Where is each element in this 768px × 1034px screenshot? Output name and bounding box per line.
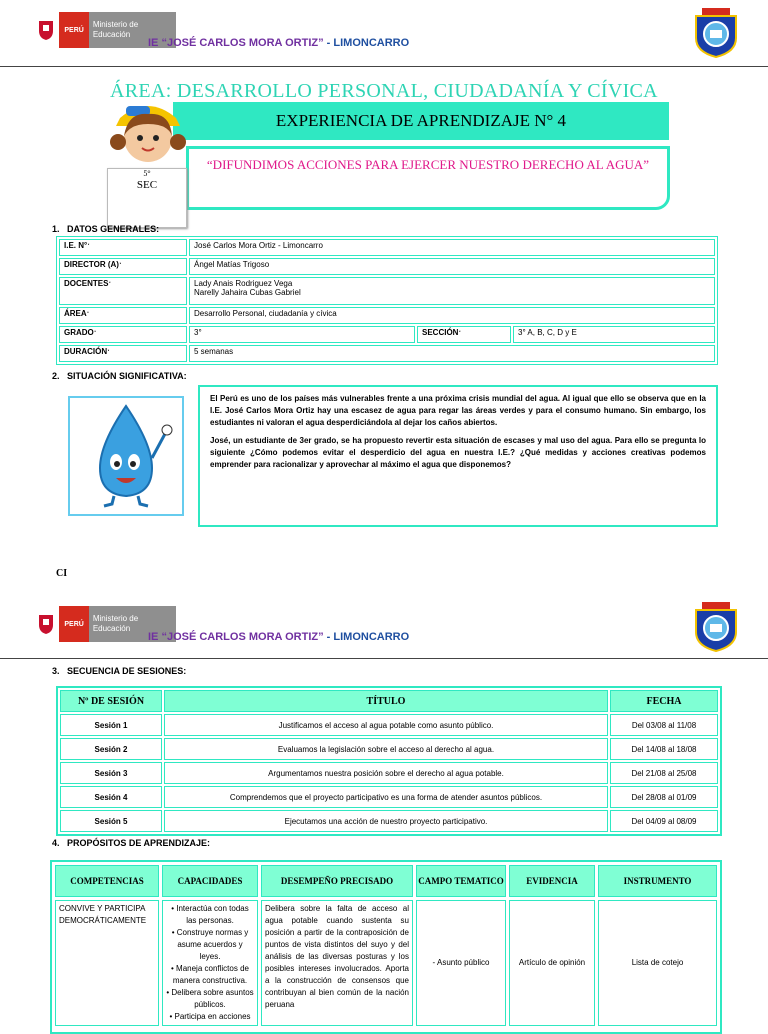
propositos-heading: 4. PROPÓSITOS DE APRENDIZAJE: — [52, 838, 211, 848]
session-date: Del 21/08 al 25/08 — [610, 762, 718, 784]
school-title-2: IE “JOSÉ CARLOS MORA ORTIZ” - LIMONCARRO — [148, 631, 410, 643]
grade-sign — [107, 168, 187, 228]
col-competencias: COMPETENCIAS — [55, 865, 159, 897]
col-desempeno: DESEMPEÑO PRECISADO — [261, 865, 413, 897]
table-row — [55, 900, 717, 1026]
school-crest-icon — [693, 602, 739, 657]
col-capacidades: CAPACIDADES — [162, 865, 258, 897]
session-date: Del 04/09 al 08/09 — [610, 810, 718, 832]
table-row — [59, 239, 715, 256]
desempeno-cell: Delibera sobre la falta de acceso al agua potable cuando sustenta su posición a partir de la contraposición de puntos de vista distintos del suyo y del análisis de las diversas posturas y los posibles intereses involucrados. Aporta a la construcción de consensos que contribuyan al bien común de la nación peruana — [261, 900, 413, 1026]
table-header-row — [55, 865, 717, 897]
ie-label: I.E. N°ˑ — [59, 239, 187, 256]
header-divider-2 — [0, 658, 768, 659]
seccion-value: 3° A, B, C, D y E — [513, 326, 715, 343]
session-name: Sesión 5 — [60, 810, 162, 832]
duracion-label: DURACIÓNˑ — [59, 345, 187, 362]
table-row — [60, 714, 718, 736]
peru-label: PERÚ — [59, 606, 88, 642]
col-evidencia: EVIDENCIA — [509, 865, 595, 897]
area-label: ÁREAˑ — [59, 307, 187, 324]
session-date: Del 28/08 al 01/09 — [610, 786, 718, 808]
table-row — [59, 258, 715, 275]
table-header-row — [60, 690, 718, 712]
session-name: Sesión 3 — [60, 762, 162, 784]
docentes-value — [189, 277, 715, 305]
instrumento-cell: Lista de cotejo — [598, 900, 717, 1026]
session-title: Justificamos el acceso al agua potable como asunto público. — [164, 714, 608, 736]
sessions-table — [58, 688, 720, 834]
col-date: FECHA — [610, 690, 718, 712]
table-row — [60, 786, 718, 808]
datos-generales-table — [56, 236, 718, 365]
session-title: Comprendemos que el proyecto participativo es una forma de atender asuntos públicos. — [164, 786, 608, 808]
session-title: Evaluamos la legislación sobre el acceso al derecho al agua. — [164, 738, 608, 760]
table-row — [60, 810, 718, 832]
situation-title: “DIFUNDIMOS ACCIONES PARA EJERCER NUESTRO DERECHO AL AGUA” — [186, 146, 670, 210]
propositos-table-frame — [50, 860, 722, 1034]
situacion-paragraph-2: José, un estudiante de 3er grado, se ha propuesto revertir esta situación de escases y mal uso del agua. Para ello se pregunta lo siguiente ¿Cómo podemos evitar el desperdicio del agua en nuestra I.E.? ¿Qué medidas y acciones creativas podemos emprender para racionalizar y aprovechar al máximo el agua que disponemos? — [210, 436, 706, 469]
area-title: ÁREA: DESARROLLO PERSONAL, CIUDADANÍA Y CÍVICA — [110, 80, 658, 102]
datos-heading: 1. DATOS GENERALES: — [52, 224, 160, 234]
table-row — [59, 277, 715, 305]
table-row — [59, 345, 715, 362]
situacion-heading: 2. SITUACIÓN SIGNIFICATIVA: — [52, 371, 187, 381]
docente-1: Lady Anais Rodriguez Vega — [194, 279, 293, 288]
situacion-paragraph-1: El Perú es uno de los países más vulnerables frente a una próxima crisis mundial del agua. Al igual que ello se observa que en la I.E. José Carlos Mora Ortiz hay una escasez de agua para regar las áreas verdes y para el consumo humano. Sin embargo, los estudiantes ni valoran el agua desperdiciándola al dejar los caños abiertos. — [210, 394, 706, 427]
header-divider — [0, 66, 768, 67]
session-name: Sesión 4 — [60, 786, 162, 808]
session-date: Del 14/08 al 18/08 — [610, 738, 718, 760]
col-title: TÍTULO — [164, 690, 608, 712]
col-instrumento: INSTRUMENTO — [598, 865, 717, 897]
secuencia-heading: 3. SECUENCIA DE SESIONES: — [52, 666, 187, 676]
capacidades-cell — [162, 900, 258, 1026]
capacidad-item: • Construye normas y asume acuerdos y leyes. — [171, 928, 249, 961]
director-label: DIRECTOR (A)ˑ — [59, 258, 187, 275]
area-value: Desarrollo Personal, ciudadanía y cívica — [189, 307, 715, 324]
sign-grade: 5° — [143, 169, 151, 178]
campo-cell: - Asunto público — [416, 900, 506, 1026]
col-session: Nº DE SESIÓN — [60, 690, 162, 712]
capacidad-item: • Interactúa con todas las personas. — [171, 904, 249, 925]
sign-sec: SEC — [136, 179, 158, 191]
propositos-table — [52, 862, 720, 1029]
ie-value: José Carlos Mora Ortiz - Limoncarro — [189, 239, 715, 256]
capacidad-item: • Participa en acciones — [169, 1012, 251, 1021]
seccion-label: SECCIÓNˑ — [417, 326, 511, 343]
director-value: Ángel Matías Trigoso — [189, 258, 715, 275]
table-row — [60, 738, 718, 760]
situacion-text-box — [198, 385, 718, 527]
capacidad-item: • Maneja conflictos de manera constructiva. — [171, 964, 249, 985]
school-crest-icon — [693, 8, 739, 63]
school-title: IE “JOSÉ CARLOS MORA ORTIZ” - LIMONCARRO — [148, 37, 410, 49]
capacidad-item: • Delibera sobre asuntos públicos. — [166, 988, 254, 1009]
docente-2: Narelly Jahaira Cubas Gabriel — [194, 288, 301, 297]
water-drop-frame — [68, 396, 184, 516]
session-title: Argumentamos nuestra posición sobre el derecho al agua potable. — [164, 762, 608, 784]
competencia-cell: CONVIVE Y PARTICIPA DEMOCRÁTICAMENTE — [55, 900, 159, 1026]
session-name: Sesión 2 — [60, 738, 162, 760]
grado-value: 3° — [189, 326, 415, 343]
session-date: Del 03/08 al 11/08 — [610, 714, 718, 736]
experience-title: EXPERIENCIA DE APRENDIZAJE N° 4 — [173, 102, 669, 140]
footer-mark: CI — [56, 568, 68, 579]
peru-shield-icon — [32, 12, 59, 48]
session-name: Sesión 1 — [60, 714, 162, 736]
session-title: Ejecutamos una acción de nuestro proyecto participativo. — [164, 810, 608, 832]
table-row — [60, 762, 718, 784]
peru-label: PERÚ — [59, 12, 88, 48]
peru-shield-icon — [32, 606, 59, 642]
ministerio-label: Ministerio de Educación — [92, 614, 139, 633]
duracion-value: 5 semanas — [189, 345, 715, 362]
col-campo: CAMPO TEMATICO — [416, 865, 506, 897]
ministerio-label: Ministerio de Educación — [92, 20, 139, 39]
water-drop-icon — [70, 398, 182, 514]
docentes-label: DOCENTESˑ — [59, 277, 187, 305]
evidencia-cell: Artículo de opinión — [509, 900, 595, 1026]
table-row — [59, 326, 715, 343]
table-row — [59, 307, 715, 324]
grado-label: GRADOˑ — [59, 326, 187, 343]
sessions-table-frame — [56, 686, 722, 836]
